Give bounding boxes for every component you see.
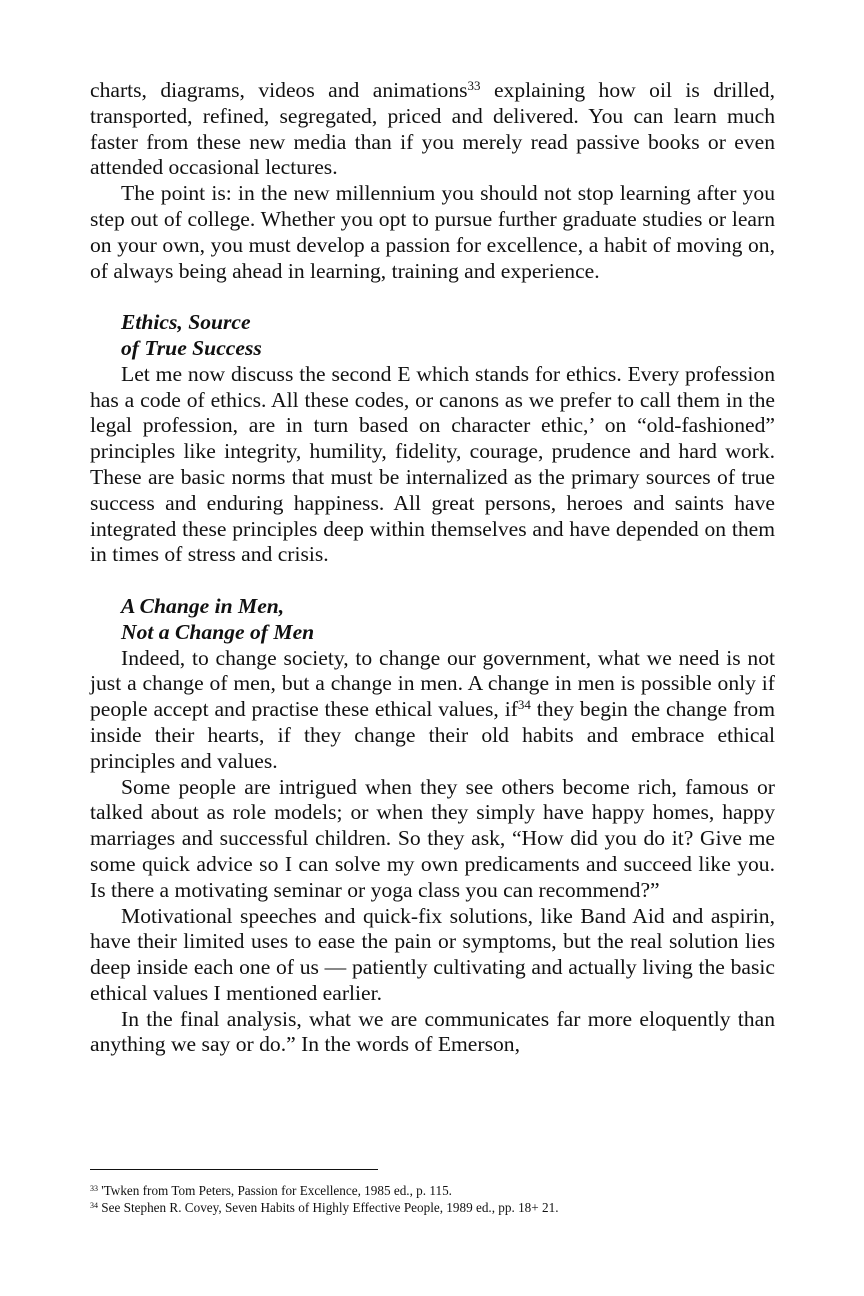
footnote-34 xyxy=(90,1199,775,1216)
paragraph-6: Motivational speeches and quick-fix solutions, like Band Aid and aspirin, have their limited uses to ease the pain or symptoms, but the real solution lies deep inside each one of us — patiently cultivating and actually living the basic ethical values I mentioned earlier. xyxy=(90,903,775,1005)
paragraph-2: The point is: in the new millennium you should not stop learning after you step out of college. Whether you opt to pursue further graduate studies or learn on your own, you must develop a passion for excellence, a habit of moving on, of always being ahead in learning, training and experience. xyxy=(90,181,775,283)
section-heading-ethics-line2: of True Success xyxy=(121,335,262,360)
footnote-number: 33 xyxy=(90,1184,98,1193)
paragraph-3: Let me now discuss the second E which stands for ethics. Every profession has a code of ethics. All these codes, or canons as we prefer to call them in the legal profession, are in turn based on character ethic,’ on “old-fashioned” principles like integrity, humility, fidelity, courage, prudence and hard work. These are basic norms that must be internalized as the primary sources of true success and enduring happiness. All great persons, heroes and saints have integrated these principles deep within themselves and have depended on them in times of stress and crisis. xyxy=(90,361,775,567)
paragraph-5: Some people are intrigued when they see others become rich, famous or talked about as role models; or when they simply have happy homes, happy marriages and successful children. So they ask, “How did you do it? Give me some quick advice so I can solve my own predicaments and succeed like you. Is there a motivating seminar or yoga class you can recommend?” xyxy=(90,774,775,902)
footnote-text: 'Twken from Tom Peters, Passion for Excellence, 1985 ed., p. 115. xyxy=(98,1183,452,1198)
paragraph-4-text-a: Indeed, to change society, to change our government, what we need is not just a change of men, but a change in men. A change in men is possible only if people accept and practise these ethical values, if xyxy=(90,645,775,722)
section-heading-change-line2: Not a Change of Men xyxy=(121,619,315,644)
footnote-33 xyxy=(90,1182,775,1199)
paragraph-4 xyxy=(90,646,775,775)
paragraph-1-text-b: explaining how oil is drilled, transported, refined, segregated, priced and delivered. You can learn much faster from these new media than if you merely read passive books or even attended occasional lectures. xyxy=(90,78,775,180)
footnote-divider xyxy=(90,1169,378,1170)
section-heading-ethics-line1: Ethics, Source xyxy=(121,310,251,335)
page-body xyxy=(90,78,775,1058)
section-gap xyxy=(90,284,775,310)
paragraph-1 xyxy=(90,78,775,181)
paragraph-1-text-a: charts, diagrams, videos and animations xyxy=(90,78,468,102)
footnotes xyxy=(90,1182,775,1216)
paragraph-7: In the final analysis, what we are communicates far more eloquently than anything we say or do.” In the words of Emerson, xyxy=(90,1006,775,1057)
section-heading-change-line1: A Change in Men, xyxy=(121,593,285,618)
footnote-ref-34: 34 xyxy=(517,697,531,713)
footnote-text: See Stephen R. Covey, Seven Habits of Highly Effective People, 1989 ed., pp. 18+ 21. xyxy=(98,1200,559,1215)
section-gap xyxy=(90,568,775,594)
paragraph-4-text-b: they begin the change from inside their hearts, if they change their old habits and embrace ethical principles and values. xyxy=(90,697,775,773)
footnote-number: 34 xyxy=(90,1201,98,1210)
footnote-ref-33: 33 xyxy=(467,78,481,93)
